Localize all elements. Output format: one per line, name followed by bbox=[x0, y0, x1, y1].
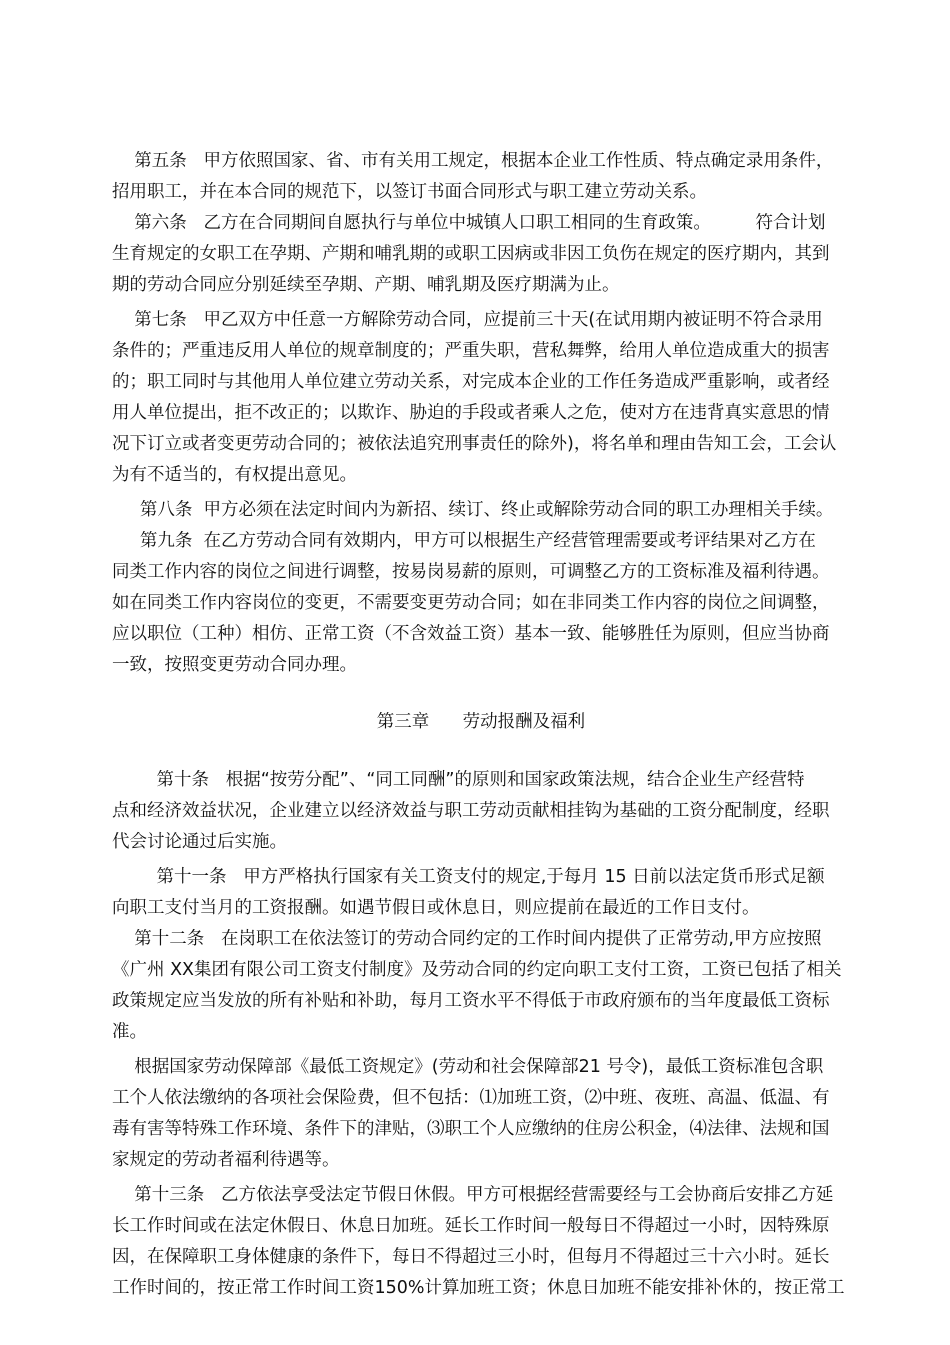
text-line: 第六条 乙方在合同期间自愿执行与单位中城镇人口职工相同的生育政策。 符合计划 bbox=[112, 213, 826, 233]
text-line: 代会讨论通过后实施。 bbox=[112, 832, 287, 852]
text-line: 同类工作内容的岗位之间进行调整，按易岗易薪的原则，可调整乙方的工资标准及福利待遇。 bbox=[112, 562, 830, 582]
chapter-heading: 第三章 劳动报酬及福利 bbox=[376, 712, 586, 732]
text-line: 毒有害等特殊工作环境、条件下的津贴，⑶职工个人应缴纳的住房公积金，⑷法律、法规和国 bbox=[112, 1119, 830, 1139]
text-line: 招用职工，并在本合同的规范下，以签订书面合同形式与职工建立劳动关系。 bbox=[112, 182, 707, 202]
text-line: 政策规定应当发放的所有补贴和补助，每月工资水平不得低于市政府颁布的当年度最低工资标 bbox=[112, 991, 830, 1011]
text-line: 点和经济效益状况，企业建立以经济效益与职工劳动贡献相挂钩为基础的工资分配制度，经职 bbox=[112, 801, 830, 821]
text-line: 因，在保障职工身体健康的条件下，每日不得超过三小时，但每月不得超过三十六小时。延长 bbox=[112, 1247, 830, 1267]
article-8 bbox=[112, 495, 850, 526]
article-12 bbox=[112, 924, 850, 1048]
article-11 bbox=[112, 862, 850, 924]
text-line: 向职工支付当月的工资报酬。如遇节假日或休息日，则应提前在最近的工作日支付。 bbox=[112, 898, 760, 918]
text-line: 工个人依法缴纳的各项社会保险费，但不包括：⑴加班工资，⑵中班、夜班、高温、低温、有 bbox=[112, 1088, 830, 1108]
text-line: 生育规定的女职工在孕期、产期和哺乳期的或职工因病或非因工负伤在规定的医疗期内，其到 bbox=[112, 244, 830, 264]
article-6 bbox=[112, 208, 850, 301]
text-line: 一致，按照变更劳动合同办理。 bbox=[112, 655, 357, 675]
text-line: 应以职位（工种）相仿、正常工资（不含效益工资）基本一致、能够胜任为原则，但应当协商 bbox=[112, 624, 830, 644]
article-10 bbox=[112, 765, 850, 858]
text-line: 第七条 甲乙双方中任意一方解除劳动合同，应提前三十天(在试用期内被证明不符合录用 bbox=[112, 310, 823, 330]
text-line: 期的劳动合同应分别延续至孕期、产期、哺乳期及医疗期满为止。 bbox=[112, 275, 620, 295]
text-line: 工作时间的，按正常工作时间工资150%计算加班工资；休息日加班不能安排补休的，按正常工 bbox=[112, 1278, 845, 1298]
document-body bbox=[112, 146, 850, 1304]
text-line: 第九条 在乙方劳动合同有效期内，甲方可以根据生产经营管理需要或考评结果对乙方在 bbox=[112, 531, 816, 551]
text-line: 准。 bbox=[112, 1022, 147, 1042]
text-line: 第十三条 乙方依法享受法定节假日休假。甲方可根据经营需要经与工会协商后安排乙方延 bbox=[112, 1185, 834, 1205]
text-line: 《广州 XX集团有限公司工资支付制度》及劳动合同的约定向职工支付工资，工资已包括了相关 bbox=[112, 960, 842, 980]
text-line: 第五条 甲方依照国家、省、市有关用工规定，根据本企业工作性质、特点确定录用条件， bbox=[112, 151, 834, 171]
text-line: 长工作时间或在法定休假日、休息日加班。延长工作时间一般每日不得超过一小时，因特殊原 bbox=[112, 1216, 830, 1236]
text-line: 用人单位提出，拒不改正的；以欺诈、胁迫的手段或者乘人之危，使对方在违背真实意思的情 bbox=[112, 403, 830, 423]
article-7 bbox=[112, 305, 850, 491]
article-5 bbox=[112, 146, 850, 208]
article-13 bbox=[112, 1180, 850, 1304]
minimum-wage-paragraph bbox=[112, 1052, 850, 1176]
text-line: 如在同类工作内容岗位的变更，不需要变更劳动合同；如在非同类工作内容的岗位之间调整， bbox=[112, 593, 830, 613]
text-line: 的；职工同时与其他用人单位建立劳动关系，对完成本企业的工作任务造成严重影响，或者经 bbox=[112, 372, 830, 392]
text-line: 况下订立或者变更劳动合同的；被依法追究刑事责任的除外)，将名单和理由告知工会，工会认 bbox=[112, 434, 837, 454]
text-line: 第十一条 甲方严格执行国家有关工资支付的规定,于每月 15 日前以法定货币形式足额 bbox=[112, 867, 825, 887]
text-line: 根据国家劳动保障部《最低工资规定》(劳动和社会保障部21 号令)，最低工资标准包含职 bbox=[112, 1057, 824, 1077]
text-line: 第十二条 在岗职工在依法签订的劳动合同约定的工作时间内提供了正常劳动,甲方应按照 bbox=[112, 929, 822, 949]
text-line: 条件的；严重违反用人单位的规章制度的；严重失职，营私舞弊，给用人单位造成重大的损害 bbox=[112, 341, 830, 361]
text-line: 家规定的劳动者福利待遇等。 bbox=[112, 1150, 340, 1170]
text-line: 第八条 甲方必须在法定时间内为新招、续订、终止或解除劳动合同的职工办理相关手续。 bbox=[112, 500, 834, 520]
text-line: 第十条 根据“按劳分配”、“同工同酬”的原则和国家政策法规，结合企业生产经营特 bbox=[112, 770, 805, 790]
text-line: 为有不适当的，有权提出意见。 bbox=[112, 465, 357, 485]
article-9 bbox=[112, 526, 850, 681]
